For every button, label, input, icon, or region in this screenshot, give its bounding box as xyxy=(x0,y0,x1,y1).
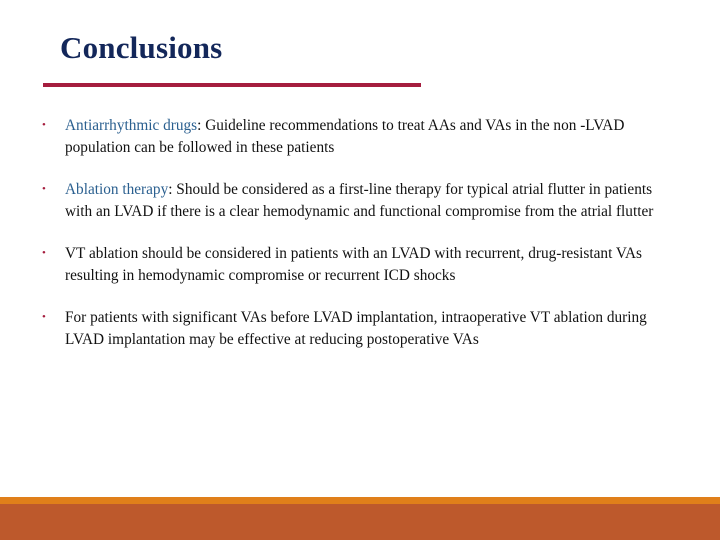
bullet-icon: • xyxy=(42,183,46,195)
bullet-icon: • xyxy=(42,247,46,259)
item-text: : Guideline recommendations to treat AAs and VAs in the non -LVAD population can be followed in these patients xyxy=(65,117,625,156)
slide-title: Conclusions xyxy=(60,30,223,65)
item-text: For patients with significant VAs before LVAD implantation, intraoperative VT ablation during LVAD implantation may be effective at reducing postoperative VAs xyxy=(65,309,647,348)
list-item xyxy=(42,115,682,158)
item-text: VT ablation should be considered in patients with an LVAD with recurrent, drug-resistant VAs resulting in hemodynamic compromise or recurrent ICD shocks xyxy=(65,245,642,284)
item-highlight: Antiarrhythmic drugs xyxy=(65,117,198,134)
list-item xyxy=(42,307,682,350)
title-underline xyxy=(43,83,421,87)
footer-accent-stripe xyxy=(0,497,720,504)
list-item xyxy=(42,243,682,286)
footer-bar xyxy=(0,504,720,540)
list-item xyxy=(42,179,682,222)
bullet-icon: • xyxy=(42,311,46,323)
conclusions-list xyxy=(42,115,682,371)
item-text: : Should be considered as a first-line therapy for typical atrial flutter in patients with an LVAD if there is a clear hemodynamic and functional compromise from the atrial flutter xyxy=(65,181,654,220)
bullet-icon: • xyxy=(42,119,46,131)
item-highlight: Ablation therapy xyxy=(65,181,169,198)
